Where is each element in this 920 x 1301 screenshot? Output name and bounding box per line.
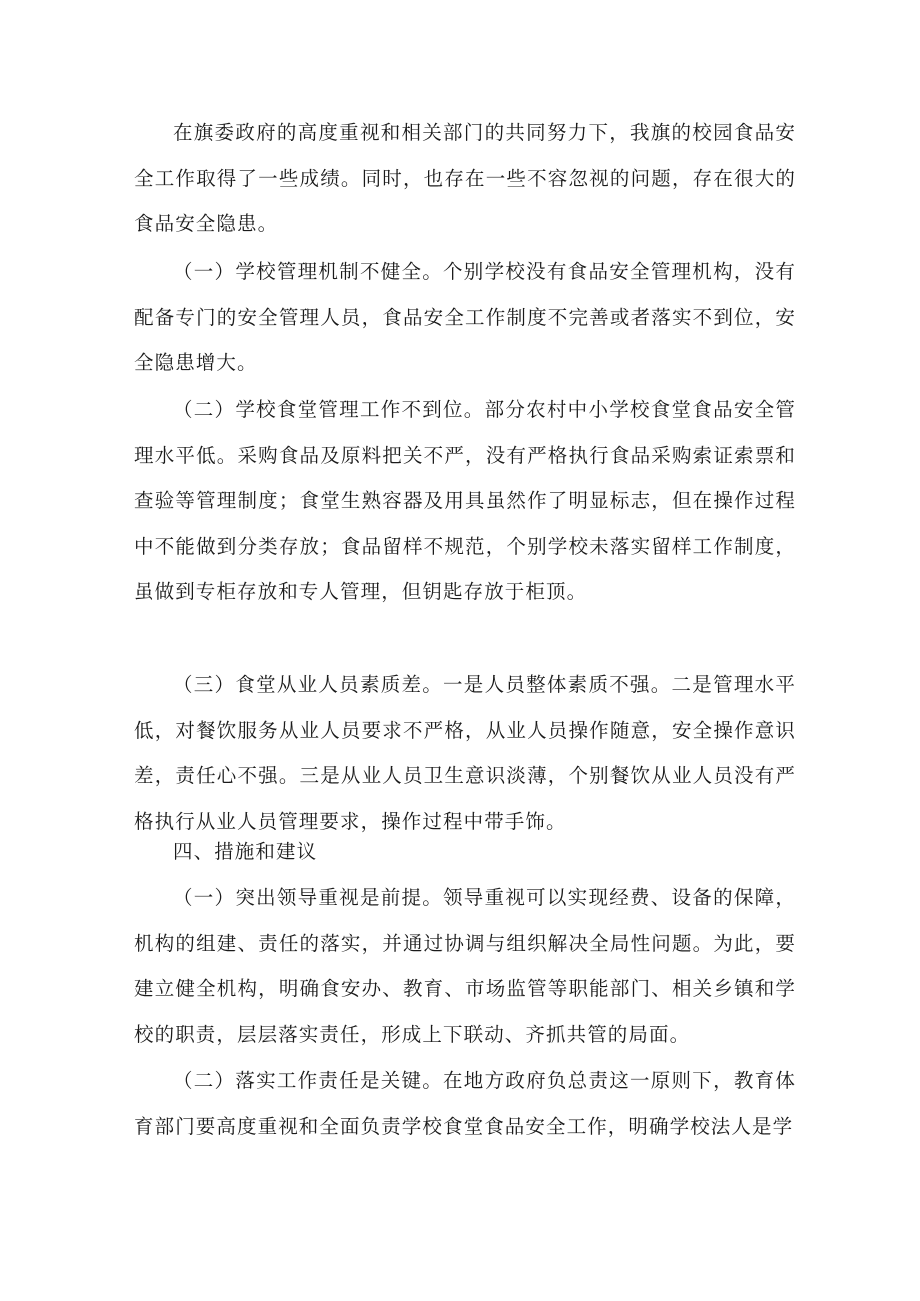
measure-1-paragraph: （一）突出领导重视是前提。领导重视可以实现经费、设备的保障，机构的组建、责任的落实，并通过协调与组织解决全局性问题。为此，要建立健全机构，明确食安办、教育、市场监管等职能部门、相关乡镇和学校的职责，层层落实责任，形成上下联动、齐抓共管的局面。	[134, 886, 796, 1046]
issue-3-paragraph: （三）食堂从业人员素质差。一是人员整体素质不强。二是管理水平低，对餐饮服务从业人员要求不严格，从业人员操作随意，安全操作意识差，责任心不强。三是从业人员卫生意识淡薄，个别餐饮从业人员没有严格执行从业人员管理要求，操作过程中带手饰。	[134, 673, 796, 833]
section-heading: 四、措施和建议	[173, 840, 318, 863]
intro-paragraph: 在旗委政府的高度重视和相关部门的共同努力下，我旗的校园食品安全工作取得了一些成绩。同时，也存在一些不容忽视的问题，存在很大的食品安全隐患。	[134, 121, 796, 235]
measure-2-paragraph: （二）落实工作责任是关键。在地方政府负总责这一原则下，教育体育部门要高度重视和全面负责学校食堂食品安全工作，明确学校法人是学	[134, 1069, 796, 1138]
issue-1-paragraph: （一）学校管理机制不健全。个别学校没有食品安全管理机构，没有配备专门的安全管理人员，食品安全工作制度不完善或者落实不到位，安全隐患增大。	[134, 260, 796, 374]
issue-2-paragraph: （二）学校食堂管理工作不到位。部分农村中小学校食堂食品安全管理水平低。采购食品及原料把关不严，没有严格执行食品采购索证索票和查验等管理制度；食堂生熟容器及用具虽然作了明显标志，但在操作过程中不能做到分类存放；食品留样不规范，个别学校未落实留样工作制度，虽做到专柜存放和专人管理，但钥匙存放于柜顶。	[134, 398, 796, 603]
